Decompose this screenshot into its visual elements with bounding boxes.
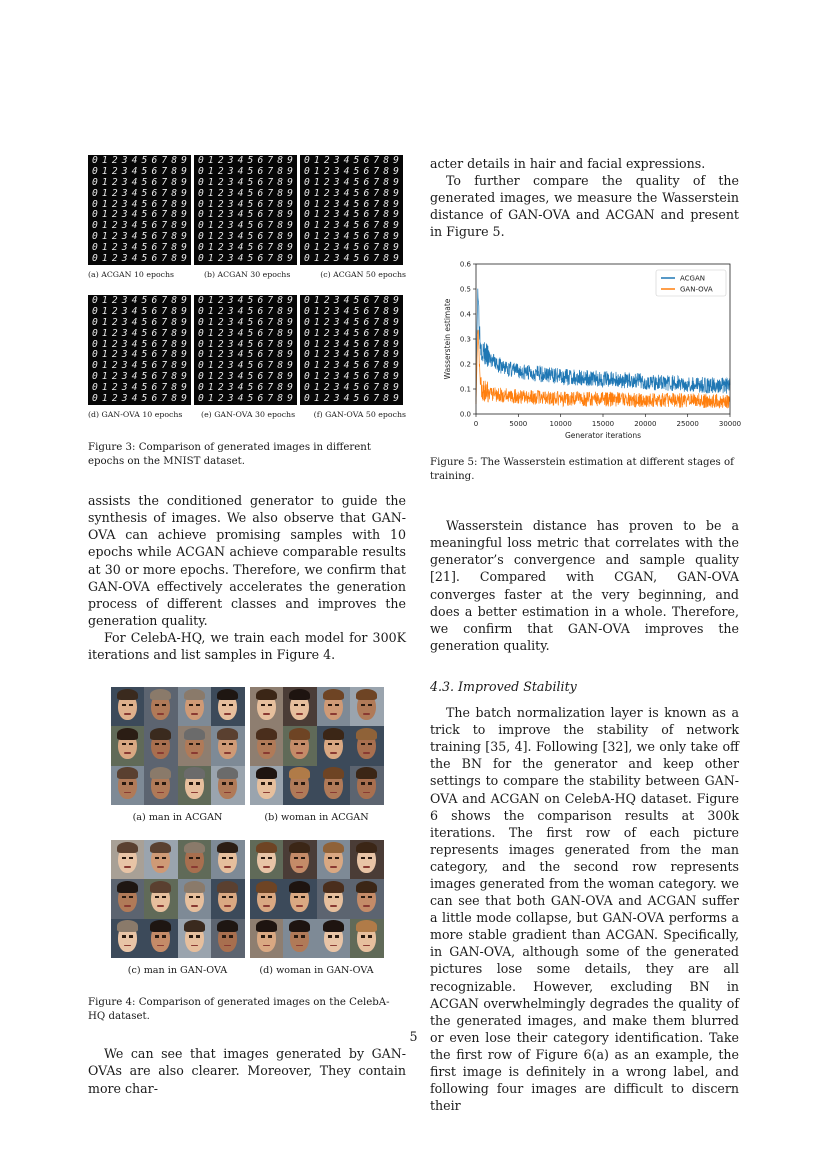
paragraph: To further compare the quality of the generated images, we measure the Wasserstein distance of GAN-OVA and ACGAN and present in Figure 5. [430,173,739,240]
subcaption-3e: (e) GAN-OVA 30 epochs [201,410,296,419]
y-tick-label: 0.4 [459,310,471,319]
mnist-grid-ganova-10: 0 1 2 3 4 5 6 7 8 9 0 1 2 3 4 5 6 7 8 9 0 1 2 3 4 5 6 7 8 9 0 1 2 3 4 5 6 7 8 9 0 1 2 3 4 5 6 7 8 9 0 1 2 3 4 5 6 7 8 9 0 1 2 3 4 5 6 7 8 9 0 1 2 3 4 5 6 7 8 9 0 1 2 3 4 5 6 7 8 9 0 1 2 3 4 5 6 7 8 9 [88,295,191,405]
left-body-text-2 [88,1045,406,1096]
mnist-row-acgan [88,155,406,265]
series-line-acgan [476,289,730,402]
x-tick-label: 20000 [634,420,657,428]
subcaption-3d: (d) GAN-OVA 10 epochs [88,410,183,419]
subcaption-4a: (a) man in ACGAN [132,812,223,824]
x-tick-label: 25000 [676,420,699,428]
left-body-text [88,492,406,663]
figure-4-caption: Figure 4: Comparison of generated images on the CelebA-HQ dataset. [88,997,390,1022]
paragraph: The batch normalization layer is known as a trick to improve the stability of network training [35, 4]. Following [32], we only take off the BN for the generator and keep other settings to compare the stability between GAN-OVA and ACGAN on CelebA-HQ dataset. Figure 6 shows the comparison results at 300k iterations. The first row of each picture represents images generated from the man category, and the second row represents images generated from the woman category. we can see that both GAN-OVA and ACGAN suffer a little mode collapse, but GAN-OVA performs a more stable gradient than ACGAN. Specifically, in GAN-OVA, although some of the generated pictures lose some details, they are all recognizable. However, excluding BN in ACGAN overwhelmingly degrades the quality of the generated images, and make them blurred or even lose their category identification. Take the first row of Figure 6(a) as an example, the first image is definitely in a wrong label, and following four images are difficult to discern their [430,705,739,1114]
subcaption-3b: (b) ACGAN 30 epochs [203,270,291,279]
x-tick-label: 15000 [591,420,615,428]
figure-5-caption: Figure 5: The Wasserstein estimation at different stages of training. [430,457,734,482]
right-body-text-2 [430,517,739,1114]
page-number: 5 [409,1029,418,1044]
y-tick-label: 0.2 [459,360,471,369]
right-body-text [430,155,739,240]
mnist-grid-acgan-30: 0 1 2 3 4 5 6 7 8 9 0 1 2 3 4 5 6 7 8 9 0 1 2 3 4 5 6 7 8 9 0 1 2 3 4 5 6 7 8 9 0 1 2 3 4 5 6 7 8 9 0 1 2 3 4 5 6 7 8 9 0 1 2 3 4 5 6 7 8 9 0 1 2 3 4 5 6 7 8 9 0 1 2 3 4 5 6 7 8 9 0 1 2 3 4 5 6 7 8 9 [194,155,297,265]
paragraph: We can see that images generated by GAN-OVAs are also clearer. Moreover, They contain more char- [88,1046,406,1096]
paragraph: Wasserstein distance has proven to be a meaningful loss metric that correlates with the generator’s convergence and sample quality [21]. Compared with CGAN, GAN-OVA converges faster at the very beginning, and does a better estimation in a whole. Therefore, we confirm that GAN-OVA improves the generation quality. [430,518,739,653]
paragraph: acter details in hair and facial expressions. [430,156,706,171]
paragraph: For CelebA-HQ, we train each model for 300K iterations and list samples in Figure 4. [88,629,406,663]
figure-3 [88,155,406,468]
figure-3-caption: Figure 3: Comparison of generated images in different epochs on the MNIST dataset. [88,442,371,467]
subcaption-3f: (f) GAN-OVA 50 epochs [313,410,406,419]
y-tick-label: 0.0 [459,410,471,419]
legend-label: GAN-OVA [680,285,713,294]
x-tick-label: 10000 [549,420,572,428]
x-tick-label: 5000 [509,420,528,428]
subcaption-4d: (d) woman in GAN-OVA [259,965,374,977]
subcaption-4c: (c) man in GAN-OVA [127,965,228,977]
mnist-row-ganova [88,295,406,405]
left-column [88,155,406,1097]
chart-svg [438,254,742,444]
y-tick-label: 0.5 [459,285,471,294]
faces-grid-woman-ganova [250,840,384,958]
y-tick-label: 0.1 [459,385,471,394]
mnist-grid-ganova-30: 0 1 2 3 4 5 6 7 8 9 0 1 2 3 4 5 6 7 8 9 0 1 2 3 4 5 6 7 8 9 0 1 2 3 4 5 6 7 8 9 0 1 2 3 4 5 6 7 8 9 0 1 2 3 4 5 6 7 8 9 0 1 2 3 4 5 6 7 8 9 0 1 2 3 4 5 6 7 8 9 0 1 2 3 4 5 6 7 8 9 0 1 2 3 4 5 6 7 8 9 [194,295,297,405]
paragraph: assists the conditioned generator to guide the synthesis of images. We also observe that GAN-OVA can achieve promising samples with 10 epochs while ACGAN achieve comparable results at 30 or more epochs. Therefore, we confirm that GAN-OVA effectively accelerates the generation process of different classes and improves the generation quality. [88,493,406,628]
y-axis-label: Wasserstein estimate [443,298,452,380]
y-tick-label: 0.3 [459,335,471,344]
mnist-grid-acgan-10: 0 1 2 3 4 5 6 7 8 9 0 1 2 3 4 5 6 7 8 9 0 1 2 3 4 5 6 7 8 9 0 1 2 3 4 5 6 7 8 9 0 1 2 3 4 5 6 7 8 9 0 1 2 3 4 5 6 7 8 9 0 1 2 3 4 5 6 7 8 9 0 1 2 3 4 5 6 7 8 9 0 1 2 3 4 5 6 7 8 9 0 1 2 3 4 5 6 7 8 9 [88,155,191,265]
subcaption-4b: (b) woman in ACGAN [264,812,369,824]
x-tick-label: 0 [473,420,479,428]
faces-grid-man-acgan [111,687,245,805]
legend-label: ACGAN [680,274,706,283]
section-heading: 4.3. Improved Stability [430,678,577,694]
subcaption-3a: (a) ACGAN 10 epochs [88,270,175,279]
wasserstein-chart [438,254,742,444]
x-tick-label: 30000 [718,420,742,428]
x-axis-label: Generator iterations [564,431,642,440]
figure-4 [88,687,406,1023]
mnist-grid-acgan-50: 0 1 2 3 4 5 6 7 8 9 0 1 2 3 4 5 6 7 8 9 0 1 2 3 4 5 6 7 8 9 0 1 2 3 4 5 6 7 8 9 0 1 2 3 4 5 6 7 8 9 0 1 2 3 4 5 6 7 8 9 0 1 2 3 4 5 6 7 8 9 0 1 2 3 4 5 6 7 8 9 0 1 2 3 4 5 6 7 8 9 0 1 2 3 4 5 6 7 8 9 [300,155,403,265]
subcaption-3c: (c) ACGAN 50 epochs [320,270,406,279]
right-column [430,155,739,240]
faces-grid-man-ganova [111,840,245,958]
y-tick-label: 0.6 [459,260,471,269]
faces-grid-woman-acgan [250,687,384,805]
mnist-grid-ganova-50: 0 1 2 3 4 5 6 7 8 9 0 1 2 3 4 5 6 7 8 9 0 1 2 3 4 5 6 7 8 9 0 1 2 3 4 5 6 7 8 9 0 1 2 3 4 5 6 7 8 9 0 1 2 3 4 5 6 7 8 9 0 1 2 3 4 5 6 7 8 9 0 1 2 3 4 5 6 7 8 9 0 1 2 3 4 5 6 7 8 9 0 1 2 3 4 5 6 7 8 9 [300,295,403,405]
